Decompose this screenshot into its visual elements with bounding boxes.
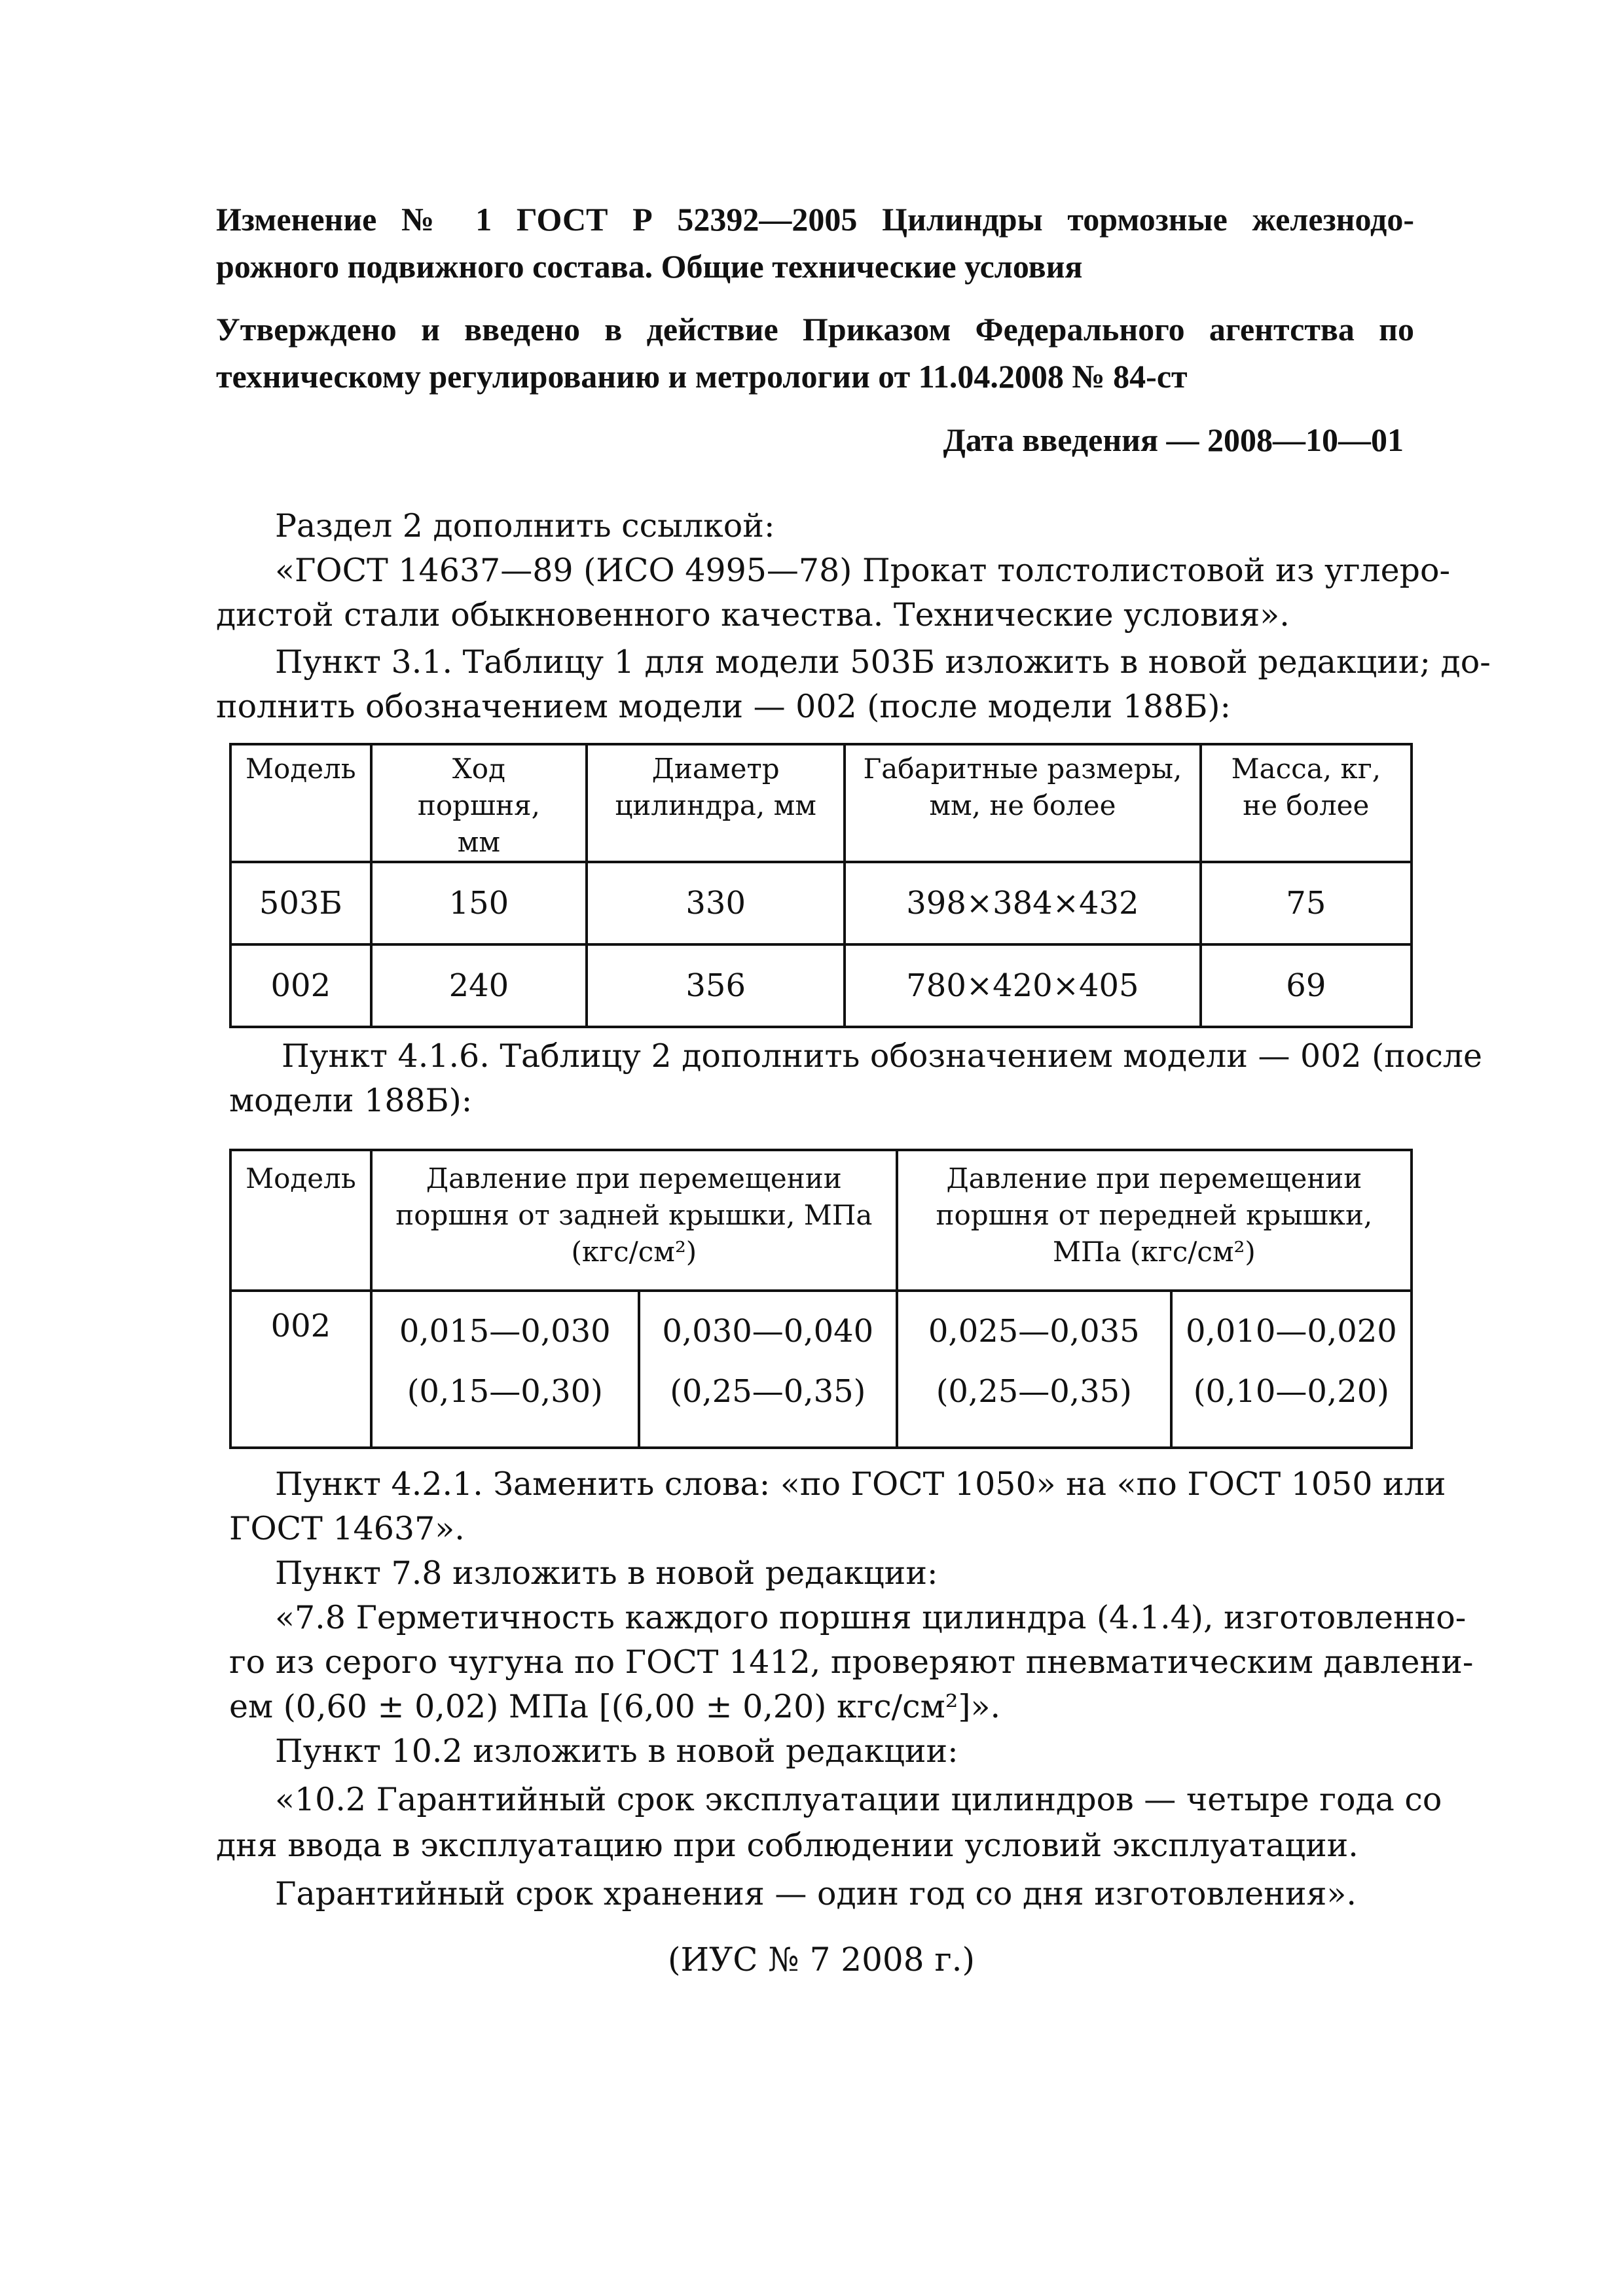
t1-r1-dimensions: 398×384×432 — [845, 862, 1200, 944]
t1-r2-model: 002 — [230, 944, 371, 1027]
t1-r1-stroke: 150 — [371, 862, 587, 944]
t2-cell-2-kgf: (0,25—0,35) — [670, 1373, 866, 1410]
t1-r1-model: 503Б — [230, 862, 371, 944]
t1-r1-mass: 75 — [1201, 862, 1412, 944]
table-2 — [229, 1149, 1413, 1449]
t1-header-mass: Масса, кг, не более — [1201, 744, 1412, 862]
t1-r1-diameter: 330 — [587, 862, 845, 944]
para3-line7: Пункт 10.2 изложить в новой редакции: — [275, 1732, 958, 1770]
table-1-header-row — [230, 744, 1412, 862]
t2-cell-1-kgf: (0,15—0,30) — [407, 1373, 603, 1410]
table-row — [230, 944, 1412, 1027]
t1-header-dimensions: Габаритные размеры, мм, не более — [845, 744, 1200, 862]
t2-cell-2-mpa: 0,030—0,040 — [662, 1313, 874, 1350]
t2-cell-3 — [897, 1291, 1171, 1448]
t2-cell-1 — [371, 1291, 639, 1448]
t1-r2-dimensions: 780×420×405 — [845, 944, 1200, 1027]
para3-line10: Гарантийный срок хранения — один год со дня изготовления». — [275, 1875, 1357, 1912]
table-row — [230, 862, 1412, 944]
t2-header-model: Модель — [230, 1150, 371, 1291]
table-row — [230, 1291, 1412, 1448]
t2-cell-2 — [639, 1291, 897, 1448]
table-1 — [229, 743, 1413, 1028]
t1-r2-stroke: 240 — [371, 944, 587, 1027]
para3-line1: Пункт 4.2.1. Заменить слова: «по ГОСТ 1050» на «по ГОСТ 1050 или — [275, 1465, 1446, 1503]
t2-cell-1-mpa: 0,015—0,030 — [399, 1313, 611, 1350]
t2-header-front-text: Давление при перемещении поршня от передней крышки, МПа (кгс/см²) — [936, 1162, 1373, 1268]
para1-line2: «ГОСТ 14637—89 (ИСО 4995—78) Прокат толстолистовой из углеро- — [275, 552, 1451, 589]
para3-line4: «7.8 Герметичность каждого поршня цилиндра (4.1.4), изготовленно- — [275, 1599, 1467, 1636]
t1-header-diameter: Диаметр цилиндра, мм — [587, 744, 845, 862]
para1-line4: Пункт 3.1. Таблицу 1 для модели 503Б изложить в новой редакции; до- — [275, 643, 1491, 681]
t2-header-rear — [371, 1150, 897, 1291]
t2-header-front — [897, 1150, 1412, 1291]
para3-line2: ГОСТ 14637». — [229, 1510, 465, 1547]
t2-cell-4-kgf: (0,10—0,20) — [1193, 1373, 1389, 1410]
para3-line3: Пункт 7.8 изложить в новой редакции: — [275, 1554, 938, 1592]
heading-line-1: Изменение № 1 ГОСТ Р 52392—2005 Цилиндры тормозные железнодо- — [216, 201, 1414, 238]
para2-line1: Пункт 4.1.6. Таблицу 2 дополнить обозначением модели — 002 (после — [282, 1037, 1483, 1075]
t2-cell-3-kgf: (0,25—0,35) — [936, 1373, 1132, 1410]
t2-model: 002 — [230, 1291, 371, 1448]
para2-line2: модели 188Б): — [229, 1082, 473, 1119]
t1-r2-mass: 69 — [1201, 944, 1412, 1027]
t2-header-rear-text: Давление при перемещении поршня от задней крышки, МПа (кгс/см²) — [395, 1162, 873, 1268]
t1-header-model: Модель — [230, 744, 371, 862]
ius-reference: (ИУС № 7 2008 г.) — [668, 1941, 976, 1979]
heading-line-2: рожного подвижного состава. Общие технические условия — [216, 248, 1083, 285]
t2-cell-3-mpa: 0,025—0,035 — [928, 1313, 1140, 1350]
effective-date: Дата введения — 2008—10—01 — [943, 422, 1404, 458]
para3-line5: го из серого чугуна по ГОСТ 1412, проверяют пневматическим давлени- — [229, 1643, 1474, 1681]
para1-line5: полнить обозначением модели — 002 (после модели 188Б): — [216, 688, 1231, 725]
t2-cell-4 — [1171, 1291, 1412, 1448]
t2-cell-4-mpa: 0,010—0,020 — [1185, 1313, 1397, 1350]
table-2-header-row — [230, 1150, 1412, 1291]
para3-line8: «10.2 Гарантийный срок эксплуатации цилиндров — четыре года со — [275, 1781, 1442, 1818]
para3-line9: дня ввода в эксплуатацию при соблюдении условий эксплуатации. — [216, 1827, 1359, 1864]
para1-line3: дистой стали обыкновенного качества. Технические условия». — [216, 596, 1290, 634]
t1-r2-diameter: 356 — [587, 944, 845, 1027]
approval-line-1: Утверждено и введено в действие Приказом Федерального агентства по — [216, 311, 1414, 348]
approval-line-2: техническому регулированию и метрологии от 11.04.2008 № 84-ст — [216, 358, 1188, 395]
para1-line1: Раздел 2 дополнить ссылкой: — [275, 507, 775, 545]
para3-line6: ем (0,60 ± 0,02) МПа [(6,00 ± 0,20) кгс/см²]». — [229, 1688, 1001, 1725]
t1-header-stroke: Ход поршня, мм — [371, 744, 587, 862]
